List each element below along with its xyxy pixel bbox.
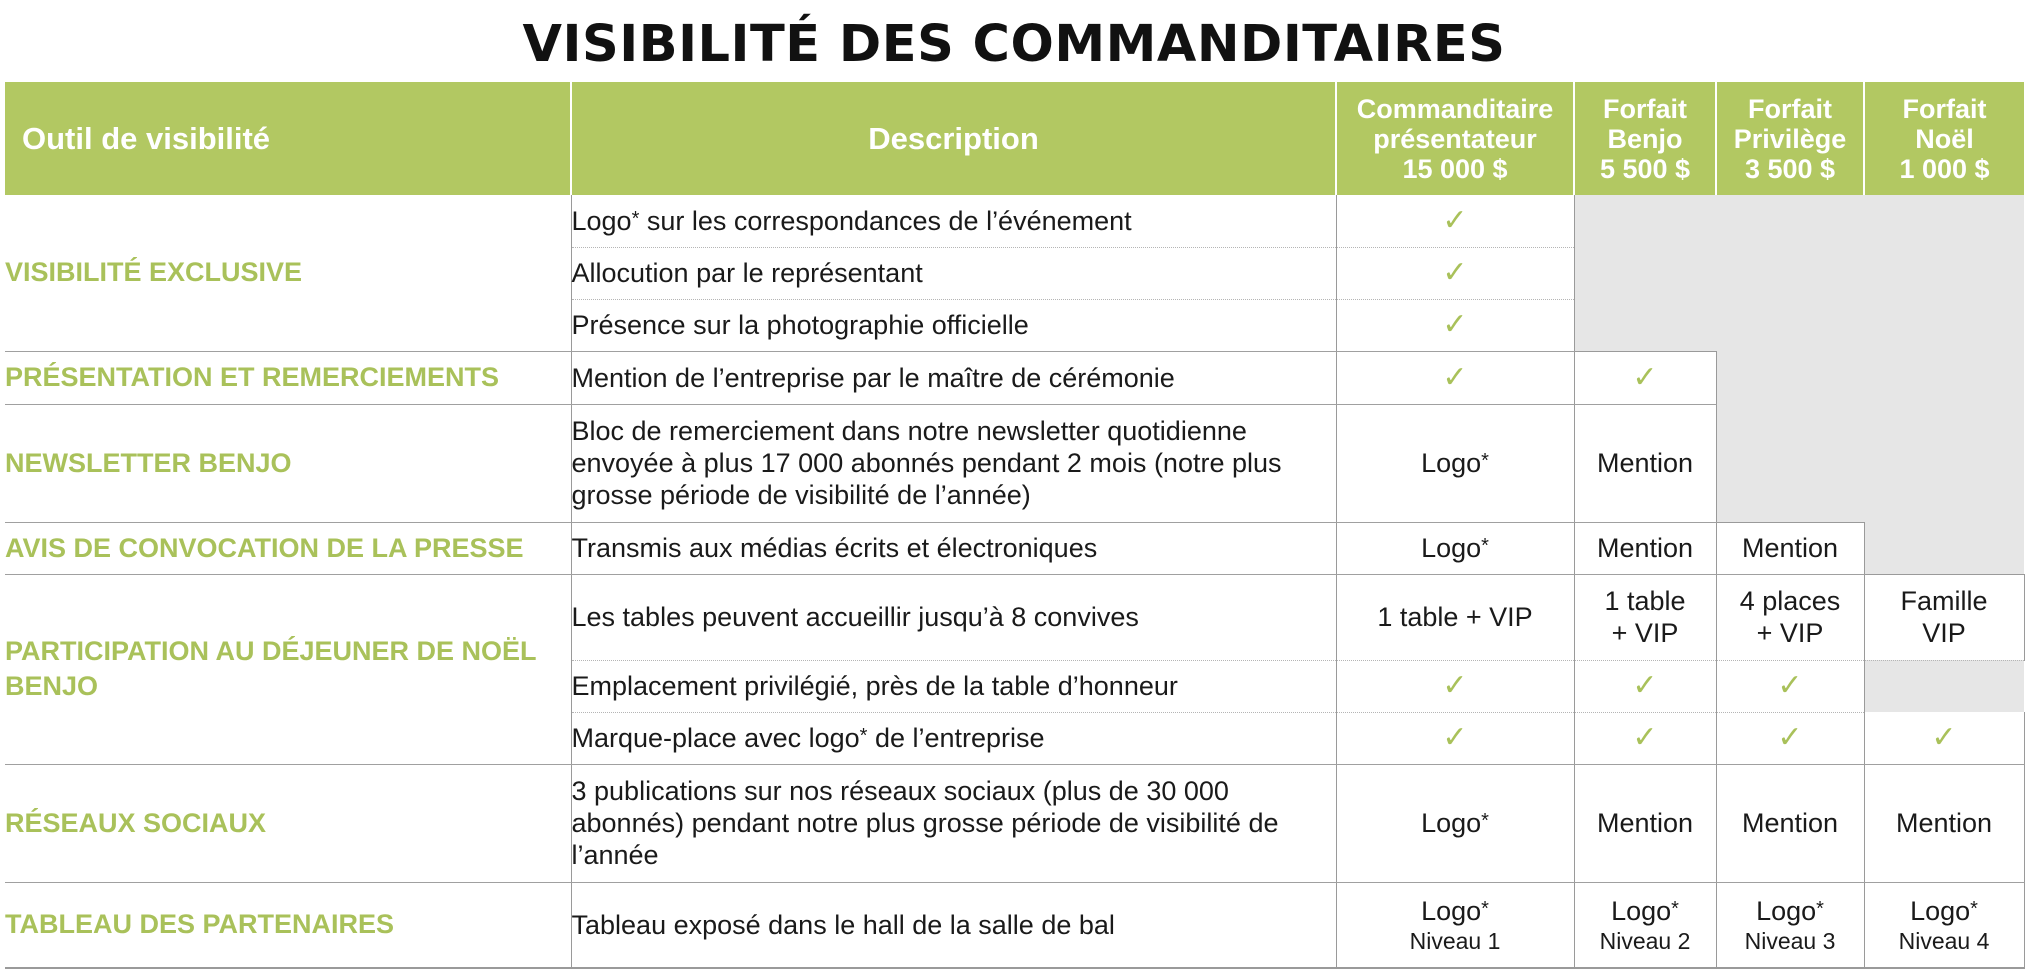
check-icon: ✓ [1632, 721, 1658, 754]
row-description: Emplacement privilégié, près de la table d’honneur [571, 660, 1336, 712]
asterisk: * [1671, 897, 1679, 920]
check-icon: ✓ [1632, 360, 1658, 394]
check-cell [1336, 660, 1574, 712]
value-text: Logo [1421, 895, 1482, 926]
check-cell [1574, 351, 1716, 404]
level-text: Niveau 4 [1898, 927, 1990, 954]
desc-text: Marque-place avec logo [571, 723, 860, 753]
excluded-cell [1864, 522, 2024, 574]
value-cell: 1 table + VIP [1574, 574, 1716, 660]
level-text: Niveau 1 [1409, 927, 1501, 954]
header-col4-line2: Noël [1915, 123, 1974, 154]
category-exclusive-visibility: VISIBILITÉ EXCLUSIVE [5, 195, 571, 351]
header-col1-price: 15 000 $ [1402, 153, 1508, 184]
check-icon: ✓ [1442, 360, 1468, 394]
level-text: Niveau 2 [1599, 927, 1691, 954]
check-icon: ✓ [1442, 203, 1468, 237]
check-icon: ✓ [1442, 256, 1468, 289]
value-cell [1864, 882, 2024, 968]
row-description: Mention de l’entreprise par le maître de cérémonie [571, 351, 1336, 404]
row-description: Tableau exposé dans le hall de la salle de bal [571, 882, 1336, 968]
table-row [5, 882, 2024, 968]
value-cell: Mention [1716, 764, 1864, 882]
check-cell [1336, 712, 1574, 764]
check-icon: ✓ [1931, 720, 1957, 754]
asterisk: * [1481, 450, 1489, 472]
value-text: Logo [1421, 808, 1482, 838]
row-description [571, 712, 1336, 764]
check-icon: ✓ [1442, 721, 1468, 754]
row-description: Présence sur la photographie officielle [571, 299, 1336, 351]
check-icon: ✓ [1632, 669, 1658, 702]
header-col3-price: 3 500 $ [1744, 153, 1836, 184]
excluded-cell [1574, 195, 2024, 351]
check-icon: ✓ [1442, 669, 1468, 702]
header-col3-line1: Forfait [1748, 93, 1832, 124]
row-description: Bloc de remerciement dans notre newsletter quotidienne envoyée à plus 17 000 abonnés pendant 2 mois (notre plus grosse période de visibilité de l’année) [571, 404, 1336, 522]
header-col3-line2: Privilège [1733, 123, 1847, 154]
value-cell: Mention [1864, 764, 2024, 882]
asterisk: * [1481, 810, 1489, 832]
value-cell: 1 table + VIP [1336, 574, 1574, 660]
value-cell: Famille VIP [1864, 574, 2024, 660]
value-text: Logo [1756, 895, 1817, 926]
level-text: Niveau 3 [1744, 927, 1836, 954]
row-description: Allocution par le représentant [571, 247, 1336, 299]
header-noel-package [1864, 82, 2024, 195]
header-description: Description [571, 82, 1336, 195]
asterisk: * [859, 725, 868, 747]
header-privilege-package [1716, 82, 1864, 195]
header-col2-line2: Benjo [1607, 123, 1683, 154]
check-cell [1336, 351, 1574, 404]
header-benjo-package [1574, 82, 1716, 195]
desc-text-rest: de l’entreprise [867, 723, 1045, 753]
sponsor-visibility-table [5, 82, 2025, 969]
header-col1-line1: Commanditaire [1356, 93, 1554, 124]
check-icon: ✓ [1442, 308, 1468, 341]
row-description [571, 195, 1336, 247]
value-cell [1336, 882, 1574, 968]
check-icon: ✓ [1777, 721, 1803, 754]
category-press: AVIS DE CONVOCATION DE LA PRESSE [5, 522, 571, 574]
value-text: Logo [1611, 895, 1672, 926]
table-row [5, 195, 2024, 247]
table-row [5, 351, 2024, 404]
value-cell [1336, 522, 1574, 574]
category-partners-board: TABLEAU DES PARTENAIRES [5, 882, 571, 968]
table-row [5, 574, 2024, 660]
asterisk: * [1816, 897, 1824, 920]
value-text: Logo [1910, 895, 1971, 926]
value-cell: Mention [1574, 522, 1716, 574]
value-text: Logo [1421, 533, 1482, 563]
table-row [5, 522, 2024, 574]
row-description: Transmis aux médias écrits et électroniques [571, 522, 1336, 574]
asterisk: * [1970, 897, 1978, 920]
value-cell: Mention [1574, 764, 1716, 882]
desc-text-rest: sur les correspondances de l’événement [639, 205, 1132, 236]
check-cell [1716, 660, 1864, 712]
check-cell [1574, 712, 1716, 764]
header-col2-line1: Forfait [1603, 93, 1687, 124]
header-col2-price: 5 500 $ [1599, 153, 1691, 184]
check-cell [1574, 660, 1716, 712]
header-col4-price: 1 000 $ [1899, 153, 1990, 184]
check-icon: ✓ [1777, 669, 1803, 702]
value-cell: 4 places + VIP [1716, 574, 1864, 660]
value-cell [1336, 404, 1574, 522]
value-cell: Mention [1574, 404, 1716, 522]
check-cell [1336, 247, 1574, 299]
table-row [5, 764, 2024, 882]
header-row [5, 82, 2024, 195]
row-description: 3 publications sur nos réseaux sociaux (plus de 30 000 abonnés) pendant notre plus grosse période de visibilité de l’année [571, 764, 1336, 882]
header-presenting-sponsor [1336, 82, 1574, 195]
excluded-cell [1864, 660, 2024, 712]
value-text: Logo [1421, 448, 1482, 478]
header-col1-line2: présentateur [1373, 123, 1537, 154]
page-title: VISIBILITÉ DES COMMANDITAIRES [522, 15, 1506, 74]
check-cell [1336, 195, 1574, 247]
desc-text: Logo [571, 205, 632, 236]
header-tool: Outil de visibilité [5, 82, 571, 195]
row-description: Les tables peuvent accueillir jusqu’à 8 convives [571, 574, 1336, 660]
excluded-cell [1716, 351, 2024, 522]
category-social-networks: RÉSEAUX SOCIAUX [5, 764, 571, 882]
value-cell: Mention [1716, 522, 1864, 574]
header-col4-line1: Forfait [1902, 93, 1987, 124]
category-newsletter: NEWSLETTER BENJO [5, 404, 571, 522]
asterisk: * [631, 207, 640, 230]
check-cell [1716, 712, 1864, 764]
asterisk: * [1481, 535, 1489, 557]
check-cell [1864, 712, 2024, 764]
check-cell [1336, 299, 1574, 351]
category-christmas-lunch: PARTICIPATION AU DÉJEUNER DE NOËL BENJO [5, 574, 571, 764]
value-cell [1574, 882, 1716, 968]
category-presentation: PRÉSENTATION ET REMERCIEMENTS [5, 351, 571, 404]
asterisk: * [1481, 897, 1489, 920]
value-cell [1336, 764, 1574, 882]
value-cell [1716, 882, 1864, 968]
